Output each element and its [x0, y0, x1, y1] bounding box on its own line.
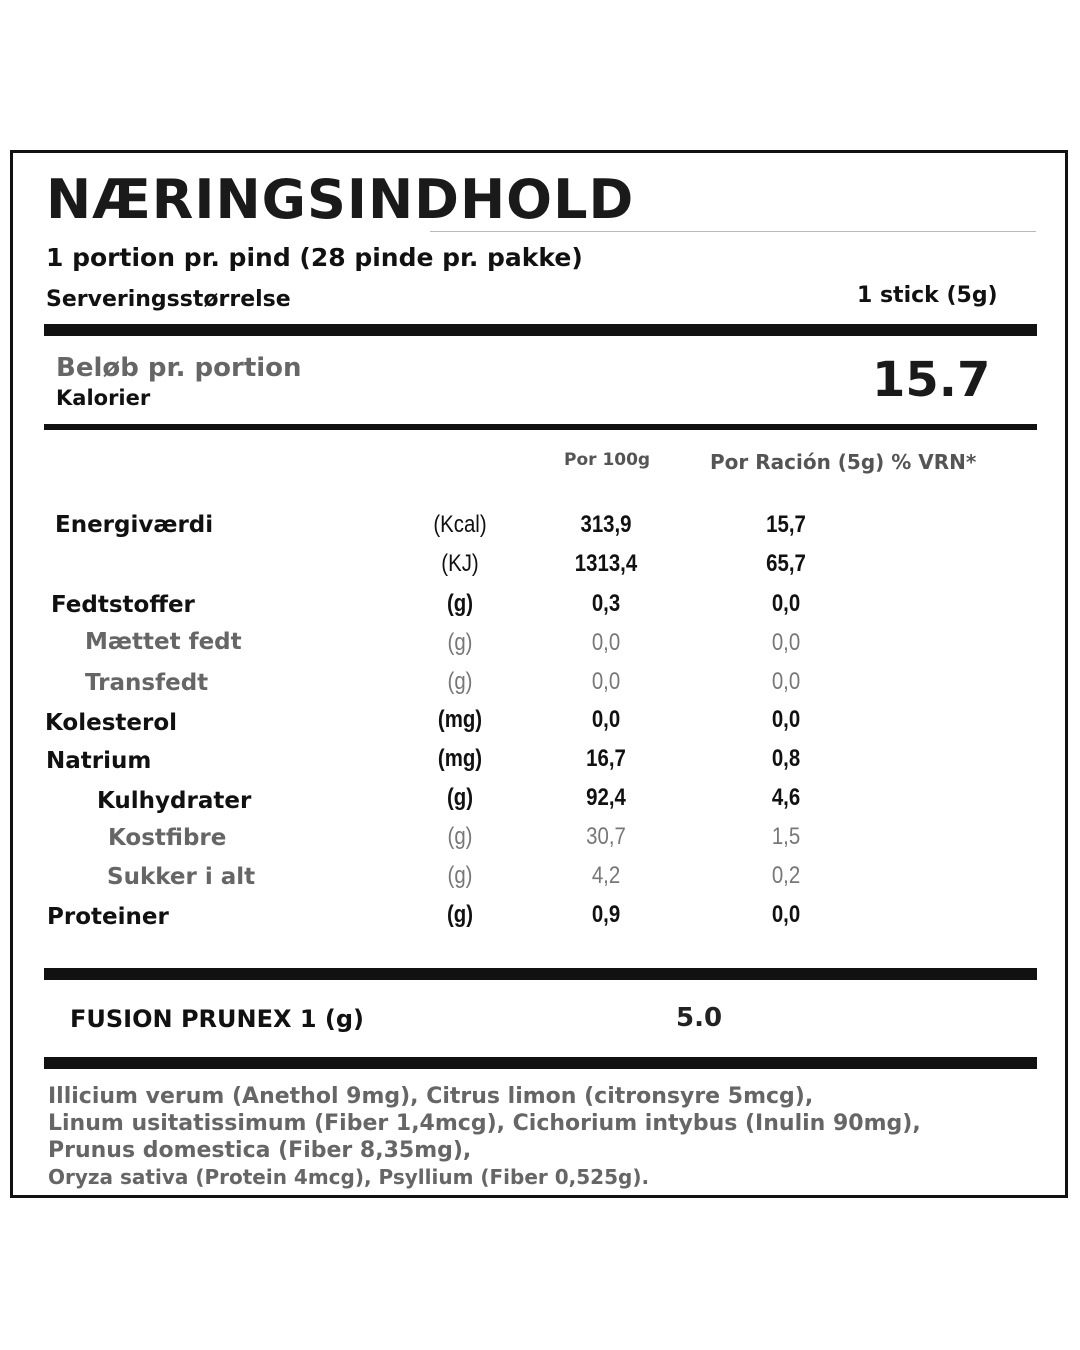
row-value-portion: 0,2: [771, 862, 801, 889]
ingredients-line: Linum usitatissimum (Fiber 1,4mcg), Cichorium intybus (Inulin 90mg),: [48, 1111, 921, 1136]
ingredients-line: Oryza sativa (Protein 4mcg), Psyllium (Fiber 0,525g).: [48, 1165, 650, 1189]
row-value-portion: 0,0: [771, 706, 801, 733]
divider-bar: [44, 424, 1037, 430]
row-value-portion: 0,0: [771, 901, 801, 928]
row-unit: (g): [447, 862, 473, 889]
row-value-portion: 0,0: [771, 629, 801, 656]
row-unit: (KJ): [441, 550, 479, 577]
row-unit: (g): [446, 784, 474, 811]
row-unit: (g): [446, 590, 474, 617]
row-value-per100: 16,7: [586, 745, 626, 772]
label-title: NÆRINGSINDHOLD: [46, 168, 635, 231]
calories-value: 15.7: [872, 352, 991, 408]
fusion-prunex-value: 5.0: [676, 1003, 723, 1033]
amount-per-portion-label: Beløb pr. portion: [56, 353, 302, 383]
row-unit: (mg): [437, 745, 483, 772]
row-name-sodium: Natrium: [46, 748, 152, 774]
serving-size-label: Serveringsstørrelse: [46, 287, 291, 312]
row-name-energy: Energiværdi: [55, 512, 214, 538]
column-header-per-portion: Por Ración (5g) % VRN*: [710, 450, 977, 474]
row-name-trans-fat: Transfedt: [85, 670, 209, 696]
row-name-protein: Proteiner: [47, 904, 169, 930]
row-value-per100: 92,4: [586, 784, 626, 811]
serving-size-value: 1 stick (5g): [857, 283, 998, 308]
portion-line: 1 portion pr. pind (28 pinde pr. pakke): [46, 243, 583, 272]
row-value-portion: 0,0: [771, 590, 801, 617]
divider-bar: [44, 968, 1037, 980]
ingredients-line: Prunus domestica (Fiber 8,35mg),: [48, 1138, 472, 1163]
row-value-portion: 65,7: [766, 550, 806, 577]
row-name-fat: Fedtstoffer: [51, 592, 195, 618]
divider-bar: [44, 1057, 1037, 1069]
row-unit: (Kcal): [433, 511, 487, 538]
row-value-portion: 4,6: [771, 784, 801, 811]
column-header-per100: Por 100g: [564, 450, 651, 470]
row-value-per100: 30,7: [586, 823, 626, 850]
fusion-prunex-label: FUSION PRUNEX 1 (g): [70, 1005, 365, 1033]
row-value-per100: 0,0: [591, 706, 621, 733]
row-unit: (g): [446, 901, 474, 928]
row-value-portion: 1,5: [771, 823, 801, 850]
row-value-per100: 1313,4: [574, 550, 638, 577]
row-unit: (g): [447, 629, 473, 656]
row-value-portion: 0,8: [771, 745, 801, 772]
divider-bar: [44, 324, 1037, 336]
ingredients-list: [48, 1083, 921, 1191]
row-value-per100: 0,0: [591, 629, 621, 656]
row-value-per100: 313,9: [580, 511, 632, 538]
row-unit: (g): [447, 668, 473, 695]
row-unit: (mg): [437, 706, 483, 733]
row-name-carbohydrates: Kulhydrater: [97, 788, 252, 814]
row-name-sugars: Sukker i alt: [107, 864, 256, 890]
row-unit: (g): [447, 823, 473, 850]
row-value-per100: 0,3: [591, 590, 621, 617]
calories-label: Kalorier: [56, 386, 151, 410]
row-name-saturated-fat: Mættet fedt: [85, 629, 242, 655]
row-name-fiber: Kostfibre: [108, 825, 227, 851]
title-divider: [430, 231, 1036, 232]
row-value-per100: 0,0: [591, 668, 621, 695]
row-value-portion: 15,7: [766, 511, 806, 538]
row-value-per100: 0,9: [591, 901, 621, 928]
row-value-portion: 0,0: [771, 668, 801, 695]
row-value-per100: 4,2: [591, 862, 621, 889]
row-name-cholesterol: Kolesterol: [45, 710, 178, 736]
ingredients-line: Illicium verum (Anethol 9mg), Citrus limon (citronsyre 5mcg),: [48, 1084, 814, 1109]
